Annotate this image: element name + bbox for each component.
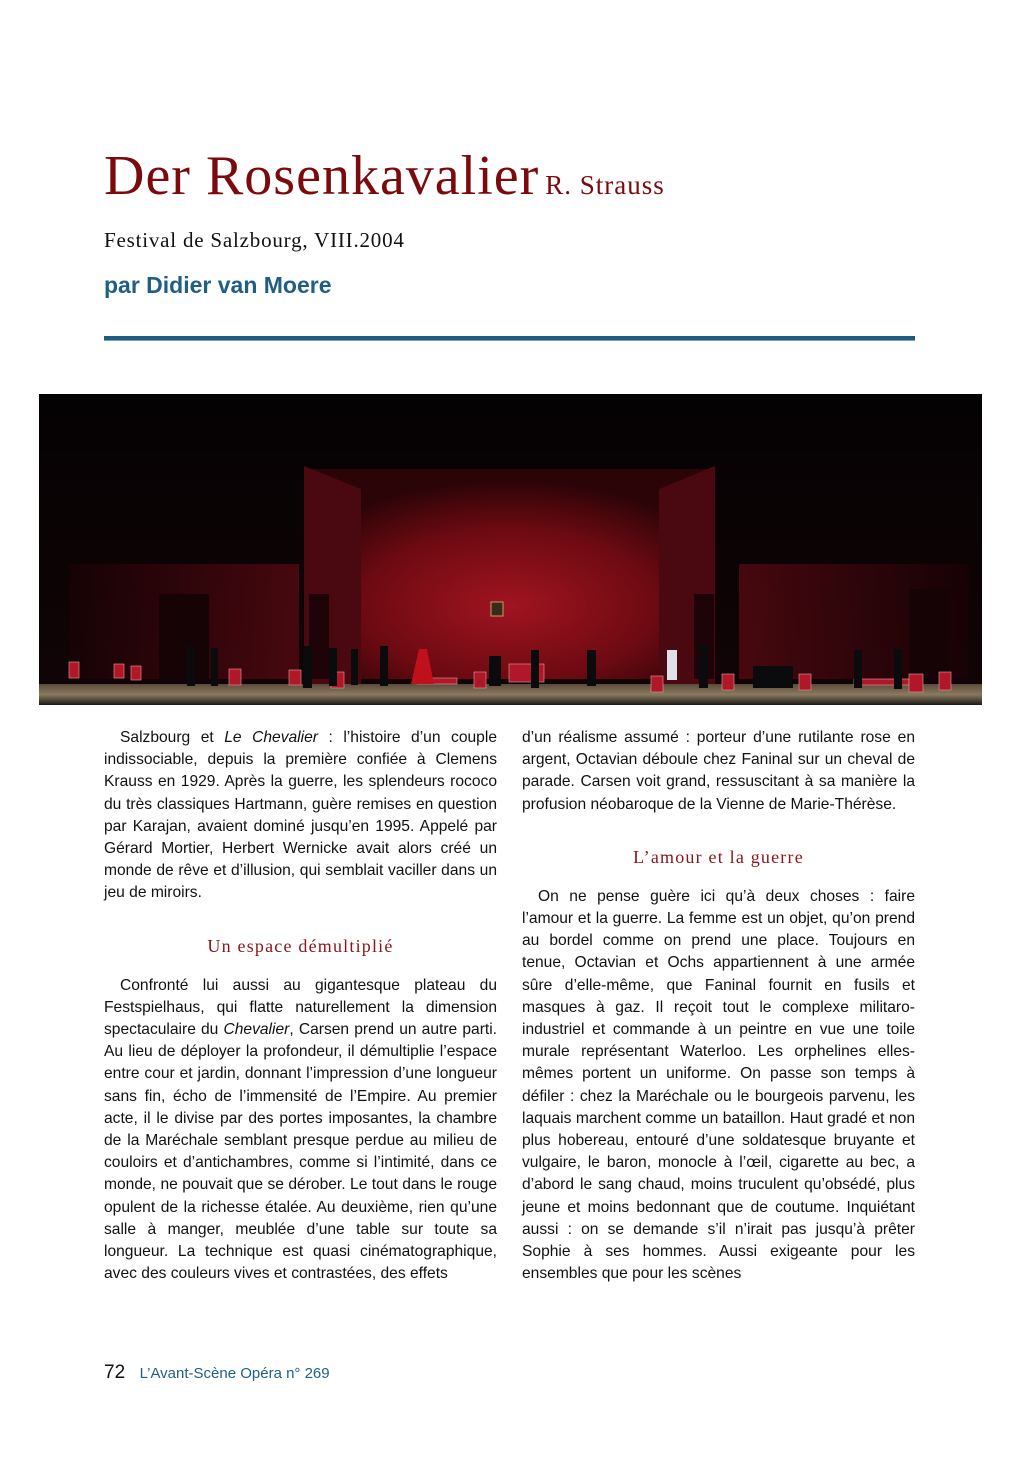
text-run: : l’histoire d’un couple indissociable, depuis la première confiée à Clemens Krauss en 1929. Après la guerre, les splendeurs rococo du très classiques Hartmann, guère remises en question par Karajan, avaient dominé jusqu’en 1995. Appelé par Gérard Mortier, Herbert Wernicke avait alors créé un monde de rêve et d’illusion, qui semblait vaciller dans un jeu de miroirs. xyxy=(104,729,497,902)
text-run: , Carsen prend un autre parti. Au lieu de déployer la profondeur, il démultiplie l’espace entre cour et jardin, donnant l’impression d’une longueur sans fin, écho de l’immensité de l’Empire. Au premier acte, il le divise par des portes imposantes, la chambre de la Maréchale semblant presque perdue au milieu de couloirs et d’antichambres, comme si l’intimité, dans ce monde, ne pouvait que se dérober. Le tout dans le rouge opulent de la richesse étalée. Au deuxième, rien qu’une salle à manger, meublée d’une table sur toute sa longueur. La technique est quasi cinématographique, avec des couleurs vives et contrastées, des effets xyxy=(104,1021,498,1283)
paragraph-continuation: d’un réalisme assumé : porteur d’une rutilante rose en argent, Octavian déboule chez Faninal sur un cheval de parade. Carsen voit grand, ressuscitant à sa manière la profusion néobaroque de la Vienne de Marie-Thérèse. xyxy=(522,729,915,813)
header-divider xyxy=(104,336,915,341)
text-run: Salzbourg et xyxy=(120,729,225,746)
paragraph-intro xyxy=(104,727,497,905)
paragraph-amour: On ne pense guère ici qu’à deux choses : faire l’amour et la guerre. La femme est un objet, qu’on prend au bordel comme on prend une place. Toujours en tenue, Octavian et Ochs appartiennent à une armée sûre d’elle-même, que Faninal fournit en fusils et masques à gaz. Il reçoit tout le complexe militaro-industriel et commande à un peintre en vue une toile murale représentant Waterloo. Les orphelines elles-mêmes portent un uniforme. On passe son temps à défiler : chez la Maréchale ou le bourgeois parvenu, les laquais marchent comme un bataillon. Haut gradé et non plus hobereau, entouré d’une soldatesque bruyante et vulgaire, le baron, monocle à l’œil, cigarette au bec, a d’abord le sang chaud, moins truculent qu’obsédé, plus jeune et moins bedonnant que de coutume. Inquiétant aussi : on se demande s’il n’irait pas jusqu’à prêter Sophie à ses hommes. Aussi exigeante pour les ensembles que pour les scènes xyxy=(522,887,915,1283)
article-column-right xyxy=(522,727,915,1285)
text-run: Confronté lui aussi au gigantesque plateau du Festspielhaus, qui flatte naturellement la dimension spectaculaire du xyxy=(104,976,497,1039)
article-title xyxy=(104,140,665,221)
section-heading-amour: L’amour et la guerre xyxy=(633,846,804,867)
opera-title: Der Rosenkavalier xyxy=(104,145,540,207)
paragraph-espace xyxy=(104,975,497,1286)
stage-production-photo xyxy=(39,394,982,705)
work-title-italic: Le Chevalier xyxy=(224,729,318,746)
author-byline: par Didier van Moere xyxy=(104,272,332,298)
journal-name: L’Avant-Scène Opéra n° 269 xyxy=(139,1365,330,1382)
work-title-italic: Chevalier xyxy=(223,1021,290,1039)
performance-info: Festival de Salzbourg, VIII.2004 xyxy=(104,228,405,252)
article-header xyxy=(104,140,665,221)
page-number: 72 xyxy=(104,1362,126,1383)
section-heading-espace: Un espace démultiplié xyxy=(207,935,394,956)
stage-photo-illustration xyxy=(39,394,982,705)
article-column-left xyxy=(104,727,497,1285)
composer-name: R. Strauss xyxy=(545,170,665,200)
page-footer xyxy=(104,1362,330,1384)
